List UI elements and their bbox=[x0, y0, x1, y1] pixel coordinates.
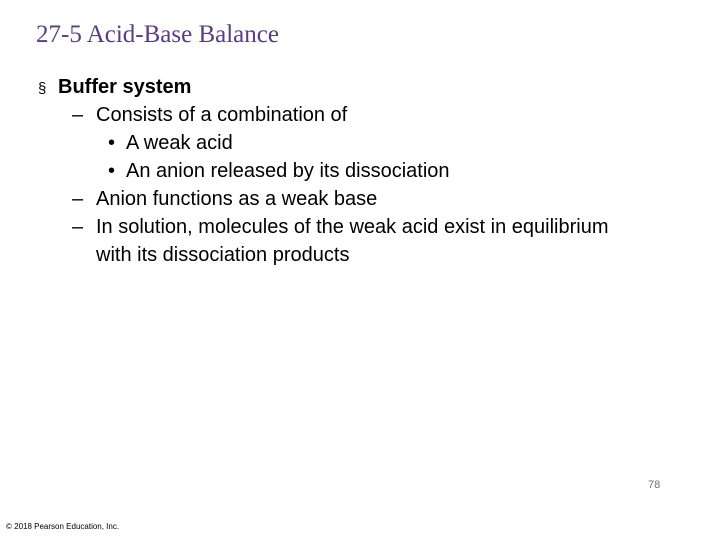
bullet-text: A weak acid bbox=[126, 132, 233, 154]
bullet-item bbox=[36, 157, 676, 185]
copyright-footer: © 2018 Pearson Education, Inc. bbox=[6, 522, 120, 531]
dot-bullet-marker: • bbox=[108, 132, 116, 154]
bullet-text: Consists of a combination of bbox=[96, 104, 348, 126]
section-bullet-marker: § bbox=[38, 80, 47, 97]
bullet-text: In solution, molecules of the weak acid exist in equilibrium with its dissociation products bbox=[96, 216, 609, 266]
bullet-text: Buffer system bbox=[58, 76, 192, 98]
bullet-item bbox=[36, 73, 676, 101]
bullet-list bbox=[36, 73, 676, 269]
bullet-text: An anion released by its dissociation bbox=[126, 160, 450, 182]
bullet-text: Anion functions as a weak base bbox=[96, 188, 378, 210]
dash-bullet-marker: – bbox=[72, 104, 84, 126]
dash-bullet-marker: – bbox=[72, 188, 84, 210]
bullet-item bbox=[36, 213, 676, 269]
bullet-item bbox=[36, 101, 676, 129]
bullet-item bbox=[36, 129, 676, 157]
dash-bullet-marker: – bbox=[72, 216, 84, 238]
bullet-item bbox=[36, 185, 676, 213]
dot-bullet-marker: • bbox=[108, 160, 116, 182]
page-number: 78 bbox=[648, 479, 661, 491]
slide-title: 27-5 Acid-Base Balance bbox=[36, 21, 279, 48]
